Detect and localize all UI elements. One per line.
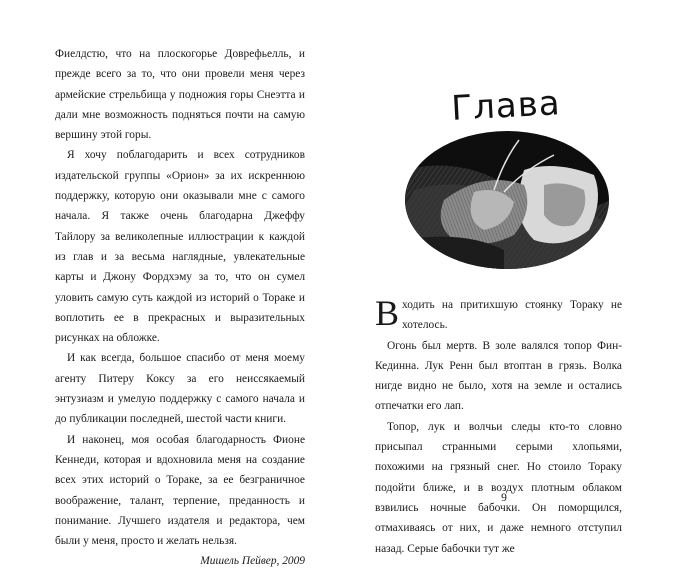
page-number: 9 (501, 492, 507, 504)
paragraph: И наконец, моя особая благодарность Фионе Кеннеди, которая и вдохновила меня на создание всех этих историй о Тораке, за ее безграничное воображение, талант, терпение, преданность и понимание. Лучшего издателя и редактора, чем были у меня, просто и желать нельзя. (55, 433, 305, 548)
opening-paragraph (375, 295, 622, 336)
acknowledgements-text (55, 44, 305, 572)
chapter-text (375, 295, 622, 559)
paragraph: Топор, лук и волчьи следы кто-то словно присыпал странными серыми хлопьями, похожими на грязный снег. Но стоило Тораку подойти ближе, и в воздух плотным облаком взвились ночные бабочки. Он поморщился, отмахиваясь от них, и даже немного отступил назад. Серые бабочки тут же (375, 420, 622, 555)
right-page (337, 0, 674, 555)
paragraph-text: ходить на притихшую стоянку Тораку не хотелось. (402, 299, 622, 332)
drop-cap: В (375, 293, 400, 333)
paragraph: Я хочу поблагодарить и всех сотрудников издательской группы «Орион» за их искреннюю поддержку, которую они оказывали мне с самого начала. Я также очень благодарна Джеффу Тайлору за великолепные иллюстрации к каждой из глав и за весьма наглядные, увлекательные карты и Джону Фордхэму за то, что он сумел уловить самую суть каждой из историй о Тораке и воплотить ее в прекрасных и выразительных рисунках на обложке. (55, 149, 305, 345)
paragraph: Фиелдстю, что на плоскогорье Доврефьелль, и прежде всего за то, что они провели меня через армейские стрельбища у подножия горы Снеэтта и дали мне возможность подняться почти на самую вершину этой горы. (55, 48, 305, 142)
author-signature: Мишель Пейвер, 2009 (200, 555, 305, 568)
paragraph: И как всегда, большое спасибо от меня моему агенту Питеру Коксу за его неиссякаемый энтузиазм и умелую поддержку с самого начала и до публикации последней, шестой части книги. (55, 352, 305, 426)
left-page (0, 0, 337, 568)
paragraph: Огонь был мертв. В золе валялся топор Фин-Кединна. Лук Ренн был втоптан в грязь. Волка нигде видно не было, хотя на земле и остались отпечатки его лап. (375, 339, 622, 413)
chapter-title: Глава (450, 83, 562, 129)
moth-illustration (404, 130, 610, 270)
